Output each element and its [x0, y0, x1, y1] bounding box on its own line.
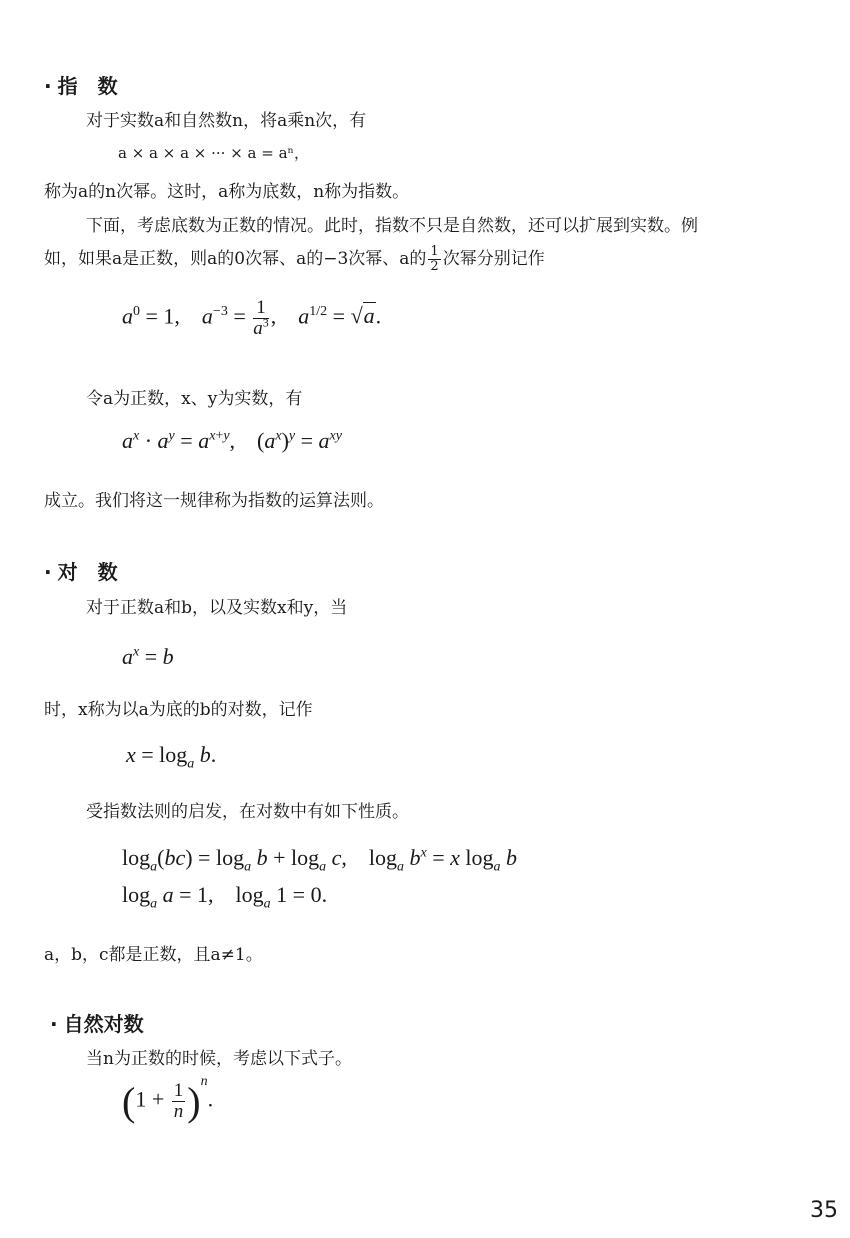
section-heading-log: · 对 数	[44, 560, 118, 584]
nat-equation-1: (1 + $\frac{1}{n}$ )$^n$.	[122, 1074, 214, 1124]
exp-paragraph-4: 令a为正数，x、y为实数，有	[86, 389, 303, 409]
section-heading-natural-log: · 自然对数	[50, 1012, 144, 1036]
exp-paragraph-5: 成立。我们将这一规律称为指数的运算法则。	[44, 491, 384, 511]
exp-equation-2: $a^0 = 1$, $a^{-3}$ = $\frac{1}{a^3}$ , $a^{1/2} = √a$.	[122, 297, 382, 339]
log-paragraph-1: 对于正数a和b，以及实数x和y，当	[86, 598, 348, 618]
fraction-one-half: $\frac{1}{2}$	[430, 244, 439, 274]
exp-paragraph-1: 对于实数a和自然数n，将a乘n次，有	[86, 111, 367, 131]
bullet-dot: ·	[50, 1012, 58, 1036]
log-equation-2: $x = \log_a b$.	[126, 742, 217, 772]
log-equation-3: $\log_a(bc) = \log_a b + \log_a c$, $\log_a b^x = x$ $\log_a b$	[122, 845, 518, 875]
exp-paragraph-3a: 下面，考虑底数为正数的情况。此时，指数不只是自然数，还可以扩展到实数。例	[86, 216, 698, 236]
bullet-dot: ·	[44, 74, 52, 98]
bullet-dot: ·	[44, 560, 52, 584]
log-paragraph-3: 受指数法则的启发，在对数中有如下性质。	[86, 802, 409, 822]
log-equation-1: $a^x = b$	[122, 644, 174, 669]
exp-paragraph-3b: 如，如果a是正数，则a的0次幂、a的−3次幂、a的 $\frac{1}{2}$ 次幂分别记作	[44, 244, 545, 274]
log-equation-4: $\log_a a = 1$, $\log_a 1 = 0$.	[122, 882, 328, 912]
exp-equation-3: $a^x \cdot a^y = a^{x+y}$, $(a^x)^y = a^{xy}$	[122, 428, 342, 453]
nat-paragraph-1: 当n为正数的时候，考虑以下式子。	[86, 1049, 352, 1069]
exp-paragraph-2: 称为a的n次幂。这时，a称为底数，n称为指数。	[44, 182, 410, 202]
page-number: 35	[810, 1198, 838, 1223]
section-heading-exponent: · 指 数	[44, 74, 118, 98]
log-paragraph-4: a，b，c都是正数，且a≠1。	[44, 945, 263, 965]
exp-equation-1: a × a × a × ··· × a = aⁿ，	[118, 144, 310, 162]
log-paragraph-2: 时，x称为以a为底的b的对数，记作	[44, 700, 313, 720]
